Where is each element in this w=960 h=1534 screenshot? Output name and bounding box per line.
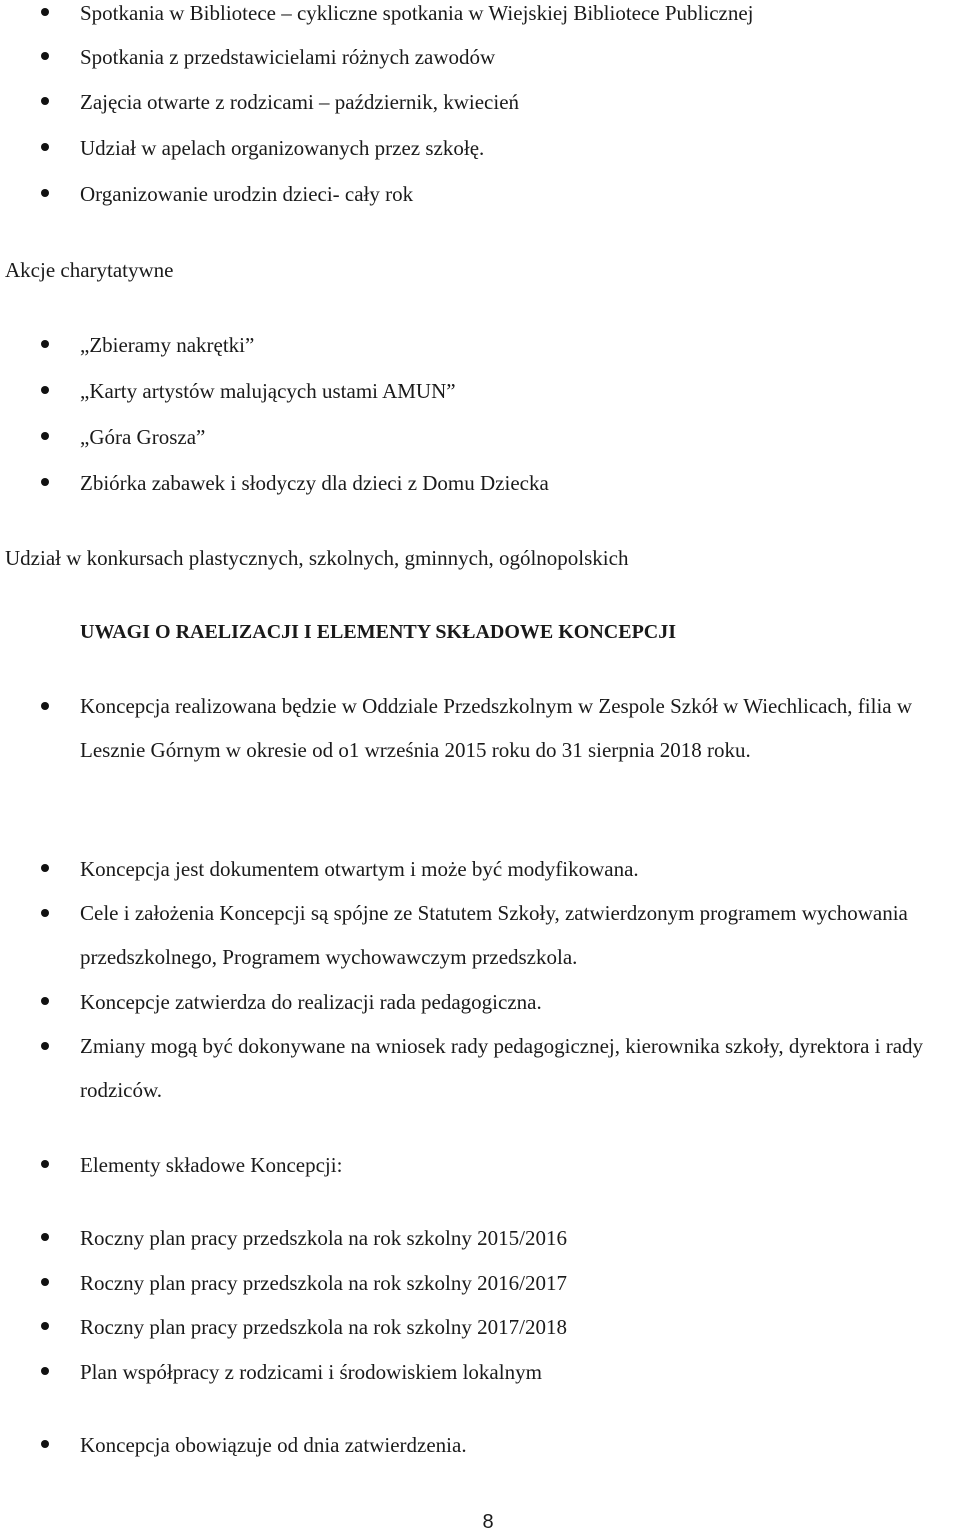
bullet-icon xyxy=(41,1440,49,1448)
list-item: Organizowanie urodzin dzieci- cały rok xyxy=(80,182,414,206)
list-item: Koncepcja jest dokumentem otwartym i może być modyfikowana. xyxy=(80,857,639,881)
bullet-icon xyxy=(41,52,49,60)
list-item: Cele i założenia Koncepcji są spójne ze Statutem Szkoły, zatwierdzonym programem wychowania przedszkolnego, Programem wychowawczym przedszkola. xyxy=(80,901,908,969)
bullet-icon xyxy=(41,997,49,1005)
charity-heading: Akcje charytatywne xyxy=(5,258,174,282)
bullet-icon xyxy=(41,1233,49,1241)
list-item: Roczny plan pracy przedszkola na rok szkolny 2016/2017 xyxy=(80,1271,567,1295)
bullet-icon xyxy=(41,1042,49,1050)
list-item: „Zbieramy nakrętki” xyxy=(80,333,255,357)
elements-heading: Elementy składowe Koncepcji: xyxy=(80,1153,343,1177)
contests-text: Udział w konkursach plastycznych, szkolnych, gminnych, ogólnopolskich xyxy=(5,546,629,570)
list-item: Roczny plan pracy przedszkola na rok szkolny 2015/2016 xyxy=(80,1226,567,1250)
bullet-icon xyxy=(41,189,49,197)
bullet-icon xyxy=(41,386,49,394)
bullet-icon xyxy=(41,702,49,710)
list-item: Koncepcja realizowana będzie w Oddziale Przedszkolnym w Zespole Szkół w Wiechlicach, filia w Lesznie Górnym w okresie od o1 września 2015 roku do 31 sierpnia 2018 roku. xyxy=(80,694,913,762)
bullet-icon xyxy=(41,1278,49,1286)
bullet-icon xyxy=(41,1367,49,1375)
bullet-icon xyxy=(41,1322,49,1330)
list-item: Roczny plan pracy przedszkola na rok szkolny 2017/2018 xyxy=(80,1315,567,1339)
bullet-icon xyxy=(41,909,49,917)
list-item: Zmiany mogą być dokonywane na wniosek rady pedagogicznej, kierownika szkoły, dyrektora i rady rodziców. xyxy=(80,1034,924,1102)
bullet-icon xyxy=(41,432,49,440)
bullet-icon xyxy=(41,1160,49,1168)
list-item: Udział w apelach organizowanych przez szkołę. xyxy=(80,136,485,160)
list-item: Spotkania z przedstawicielami różnych zawodów xyxy=(80,45,496,69)
list-item: Zbiórka zabawek i słodyczy dla dzieci z Domu Dziecka xyxy=(80,471,549,495)
section-title: UWAGI O RAELIZACJI I ELEMENTY SKŁADOWE KONCEPCJI xyxy=(80,621,677,643)
bullet-icon xyxy=(41,8,49,16)
list-item: Zajęcia otwarte z rodzicami – październik, kwiecień xyxy=(80,90,520,114)
bullet-icon xyxy=(41,340,49,348)
bullet-icon xyxy=(41,864,49,872)
list-item: Koncepcje zatwierdza do realizacji rada pedagogiczna. xyxy=(80,990,542,1014)
list-item: Spotkania w Bibliotece – cykliczne spotkania w Wiejskiej Bibliotece Publicznej xyxy=(80,1,754,25)
bullet-icon xyxy=(41,478,49,486)
page-number: 8 xyxy=(482,1511,494,1533)
list-item: „Karty artystów malujących ustami AMUN” xyxy=(80,379,456,403)
list-item: Koncepcja obowiązuje od dnia zatwierdzenia. xyxy=(80,1433,467,1457)
list-item: „Góra Grosza” xyxy=(80,425,206,449)
list-item: Plan współpracy z rodzicami i środowiskiem lokalnym xyxy=(80,1360,542,1384)
bullet-icon xyxy=(41,97,49,105)
bullet-icon xyxy=(41,143,49,151)
